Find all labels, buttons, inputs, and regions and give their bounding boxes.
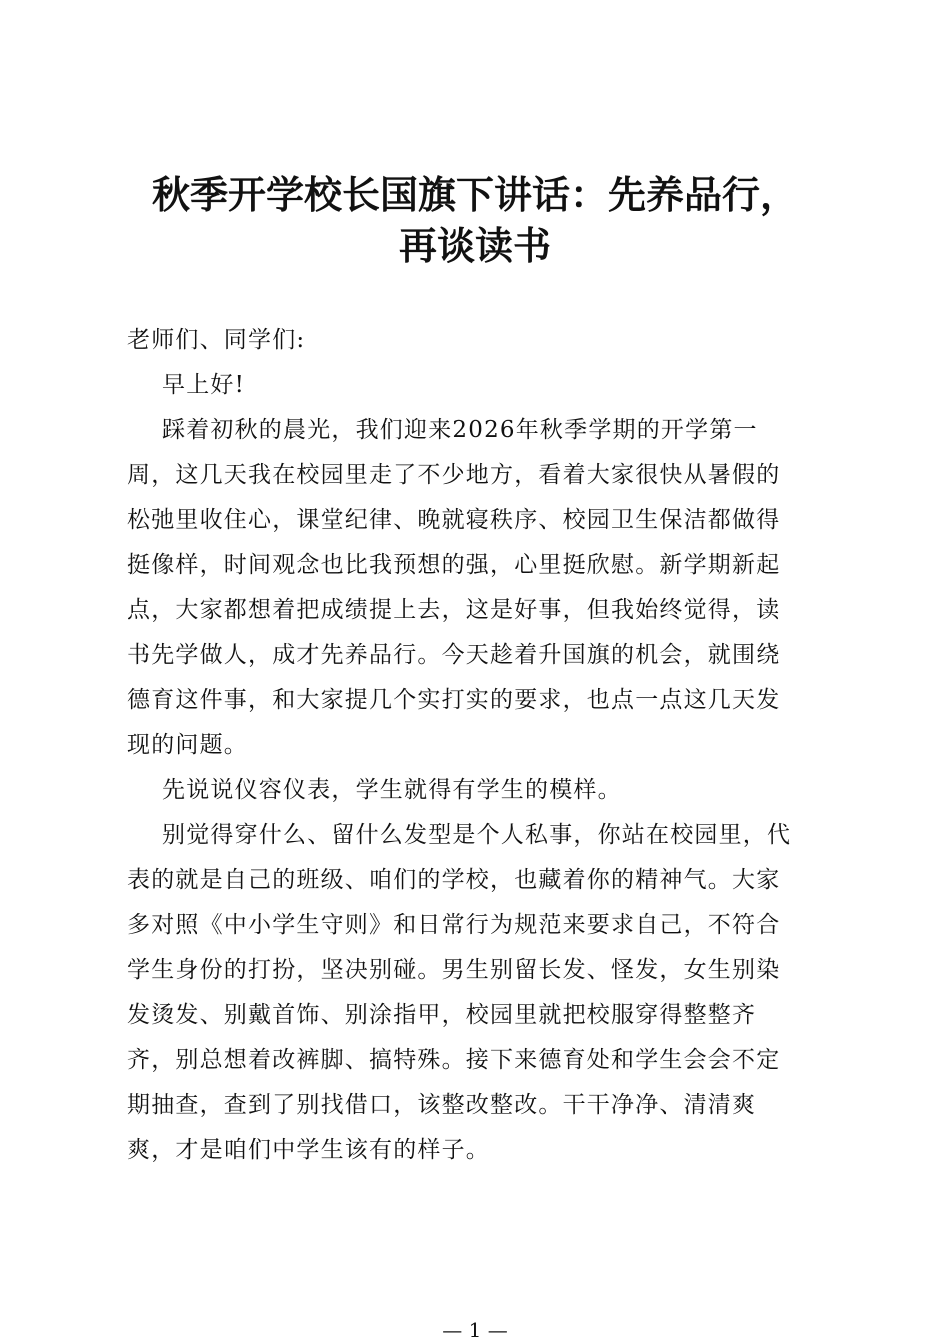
paragraph-line: 点，大家都想着把成绩提上去，这是好事，但我始终觉得，读 — [127, 597, 781, 623]
document-title-line-2: 再谈读书 — [398, 224, 551, 268]
paragraph-line: 期抽查，查到了别找借口，该整改整改。干干净净、清清爽 — [127, 1092, 757, 1118]
paragraph-line: 挺像样，时间观念也比我预想的强，心里挺欣慰。新学期新起 — [127, 552, 781, 578]
greeting: 早上好! — [162, 372, 246, 398]
paragraph-line: 书先学做人，成才先养品行。今天趁着升国旗的机会，就围绕 — [127, 642, 781, 668]
page-number: — 1 — — [442, 1318, 508, 1342]
paragraph-line: 爽，才是咱们中学生该有的样子。 — [127, 1137, 490, 1163]
paragraph-line: 松弛里收住心，课堂纪律、晚就寝秩序、校园卫生保洁都做得 — [127, 507, 781, 533]
salutation: 老师们、同学们: — [127, 327, 306, 353]
paragraph-line: 踩着初秋的晨光，我们迎来2026年秋季学期的开学第一 — [162, 417, 758, 443]
paragraph-line: 现的问题。 — [127, 732, 248, 758]
paragraph-line: 多对照《中小学生守则》和日常行为规范来要求自己，不符合 — [127, 912, 781, 938]
paragraph-line: 德育这件事，和大家提几个实打实的要求，也点一点这几天发 — [127, 687, 781, 713]
paragraph-line: 发烫发、别戴首饰、别涂指甲，校园里就把校服穿得整整齐 — [127, 1002, 757, 1028]
paragraph-line: 周，这几天我在校园里走了不少地方，看着大家很快从暑假的 — [127, 462, 781, 488]
paragraph-line: 别觉得穿什么、留什么发型是个人私事，你站在校园里，代 — [162, 822, 792, 848]
paragraph-line: 表的就是自己的班级、咱们的学校，也藏着你的精神气。大家 — [127, 867, 781, 893]
paragraph-line: 齐，别总想着改裤脚、搞特殊。接下来德育处和学生会会不定 — [127, 1047, 781, 1073]
document-title-line-1: 秋季开学校长国旗下讲话：先养品行， — [151, 173, 798, 217]
paragraph-line: 学生身份的打扮，坚决别碰。男生别留长发、怪发，女生别染 — [127, 957, 781, 983]
section-heading: 先说说仪容仪表，学生就得有学生的模样。 — [162, 777, 622, 803]
